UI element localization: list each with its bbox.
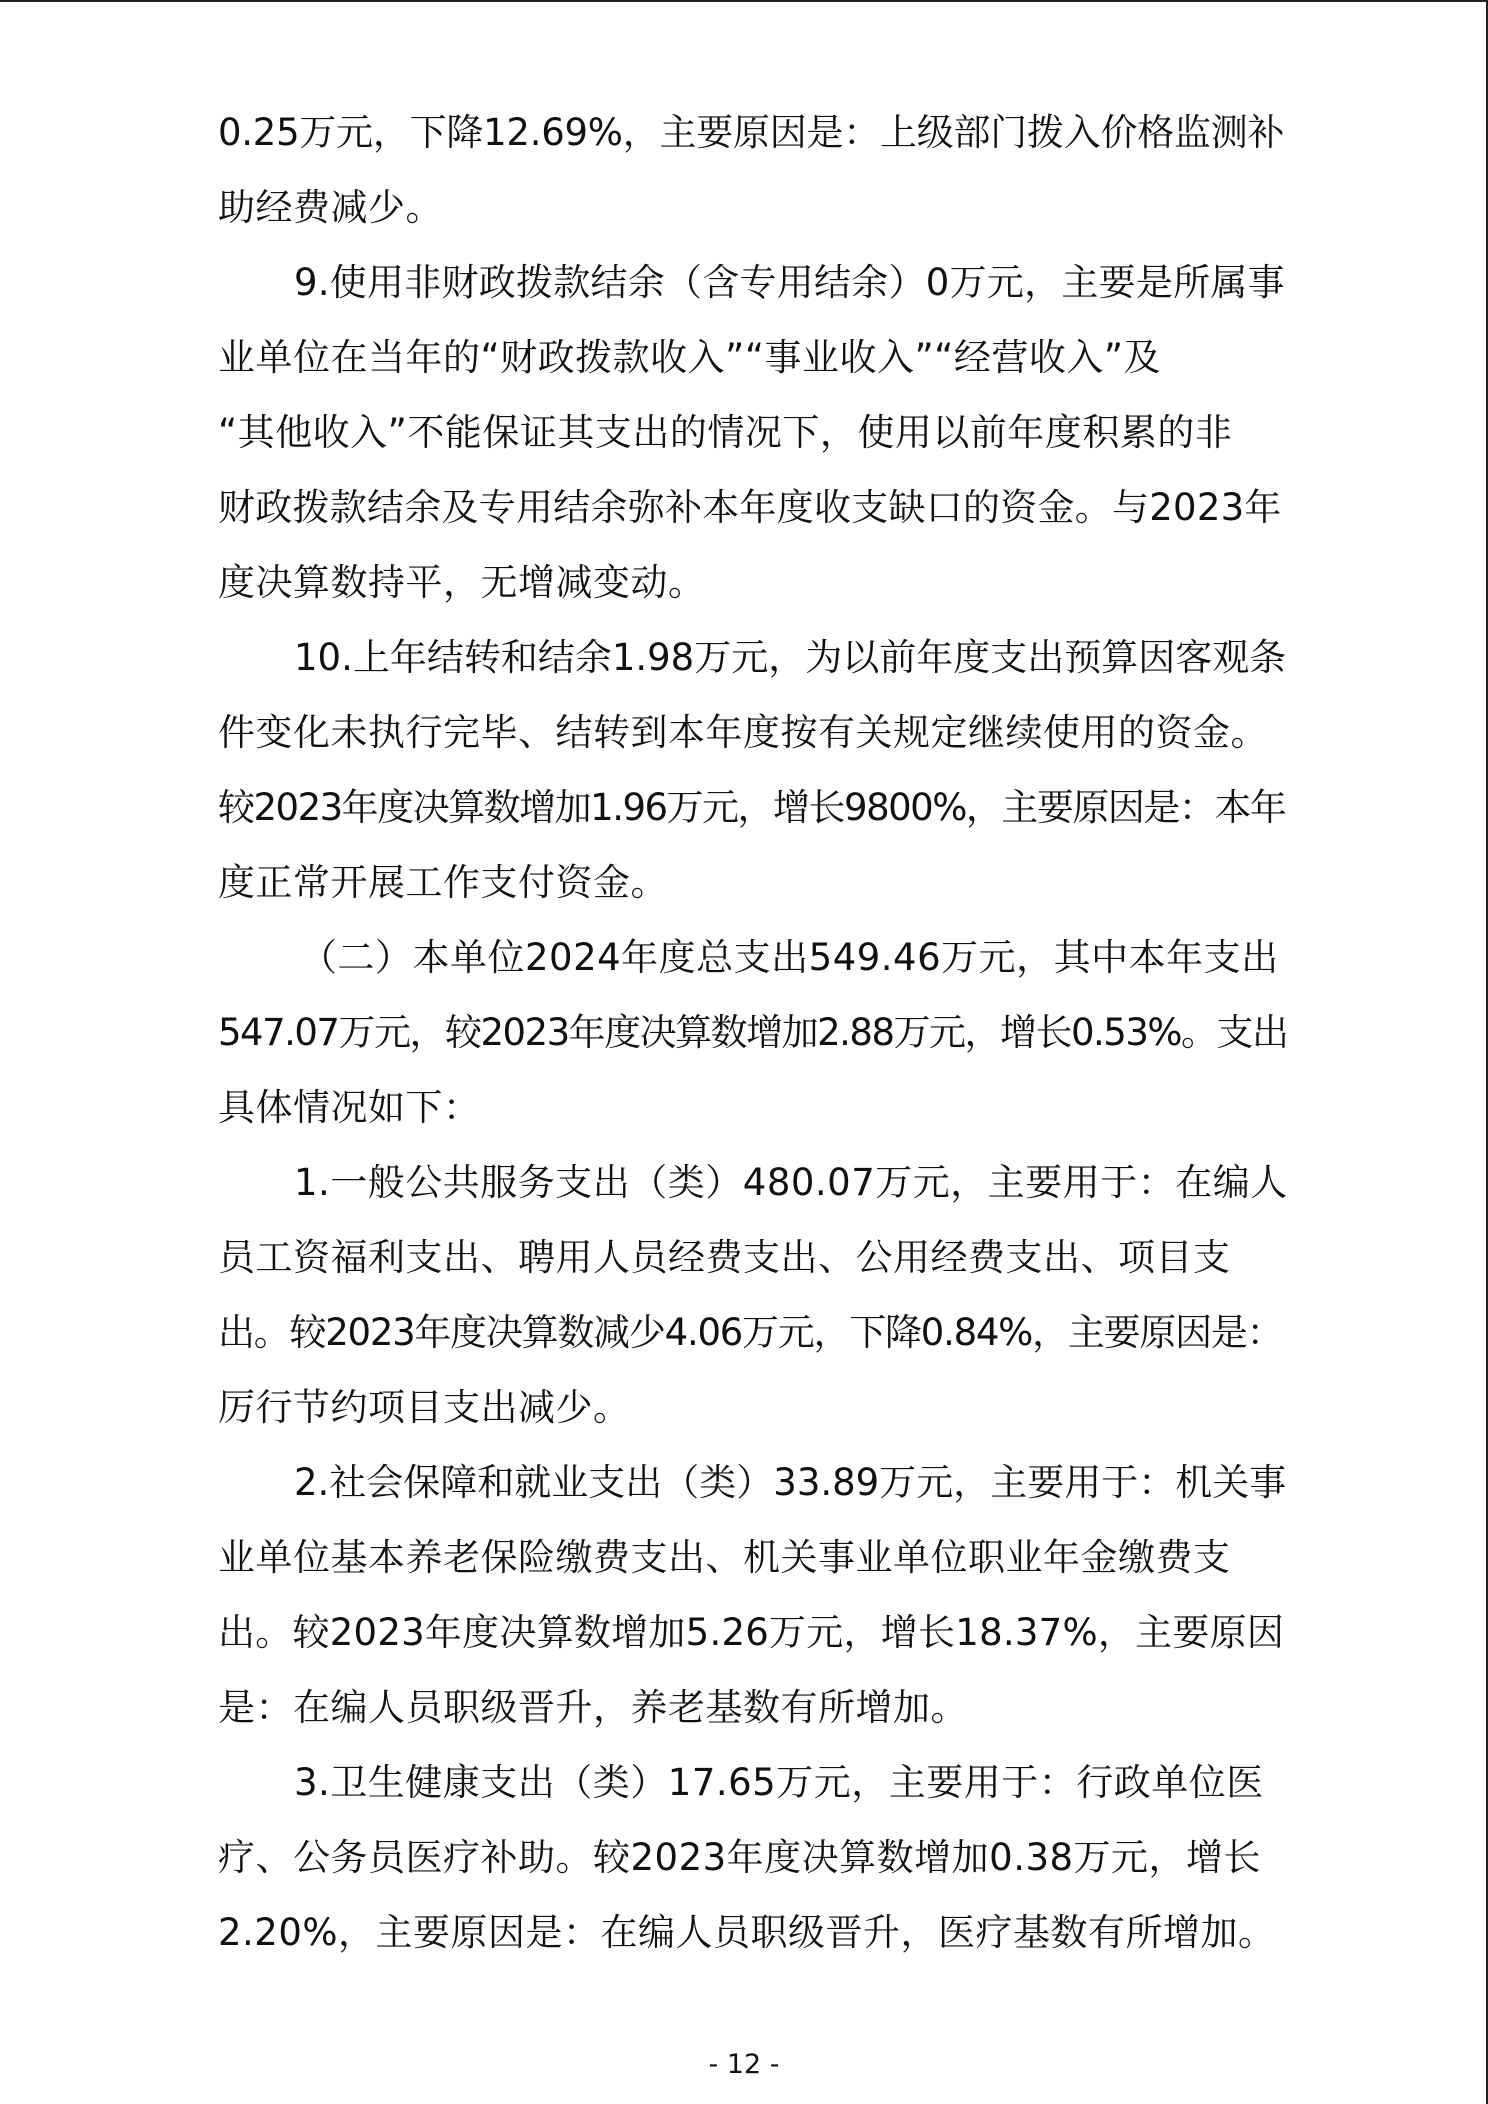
text-line: 度决算数持平，无增减变动。 bbox=[218, 561, 706, 604]
text-line: 度正常开展工作支付资金。 bbox=[218, 861, 668, 904]
text-line: 业单位在当年的“财政拨款收入”“事业收入”“经营收入”及 bbox=[218, 336, 1162, 379]
document-body bbox=[218, 95, 1288, 1970]
text-line: 9.使用非财政拨款结余（含专用结余）0万元，主要是所属事 bbox=[294, 261, 1285, 304]
text-line: 厉行节约项目支出减少。 bbox=[218, 1386, 631, 1429]
text-line: 2.20%，主要原因是：在编人员职级晋升，医疗基数有所增加。 bbox=[218, 1911, 1276, 1954]
text-line: 员工资福利支出、聘用人员经费支出、公用经费支出、项目支 bbox=[218, 1236, 1231, 1279]
paragraph-expense-1 bbox=[218, 1145, 1288, 1445]
text-line: 10.上年结转和结余1.98万元，为以前年度支出预算因客观条 bbox=[294, 636, 1287, 679]
paragraph-item-9 bbox=[218, 245, 1288, 620]
text-line: 件变化未执行完毕、结转到本年度按有关规定继续使用的资金。 bbox=[218, 711, 1268, 754]
paragraph-continued bbox=[218, 95, 1288, 245]
paragraph-item-10 bbox=[218, 620, 1288, 920]
paragraph-section-2 bbox=[218, 920, 1288, 1145]
text-line: 是：在编人员职级晋升，养老基数有所增加。 bbox=[218, 1686, 968, 1729]
paragraph-expense-3 bbox=[218, 1745, 1288, 1970]
text-line: 3.卫生健康支出（类）17.65万元，主要用于：行政单位医 bbox=[294, 1761, 1264, 1804]
text-line: （二）本单位2024年度总支出549.46万元，其中本年支出 bbox=[300, 936, 1279, 979]
text-line: 0.25万元，下降12.69%，主要原因是：上级部门拨入价格监测补 bbox=[218, 111, 1285, 154]
text-line: 1.一般公共服务支出（类）480.07万元，主要用于：在编人 bbox=[294, 1161, 1288, 1204]
text-line: 出。较2023年度决算数增加5.26万元，增长18.37%，主要原因 bbox=[218, 1611, 1285, 1654]
page-top-border bbox=[0, 0, 1488, 2]
paragraph-expense-2 bbox=[218, 1445, 1288, 1745]
text-line: 财政拨款结余及专用结余弥补本年度收支缺口的资金。与2023年 bbox=[218, 486, 1282, 529]
text-line: 助经费减少。 bbox=[218, 186, 443, 229]
text-line: 547.07万元，较2023年度决算数增加2.88万元，增长0.53%。支出 bbox=[218, 1011, 1288, 1054]
text-line: 较2023年度决算数增加1.96万元，增长9800%，主要原因是：本年 bbox=[218, 786, 1286, 829]
text-line: 2.社会保障和就业支出（类）33.89万元，主要用于：机关事 bbox=[294, 1461, 1287, 1504]
text-line: 疗、公务员医疗补助。较2023年度决算数增加0.38万元，增长 bbox=[218, 1836, 1262, 1879]
text-line: 出。较2023年度决算数减少4.06万元，下降0.84%，主要原因是： bbox=[218, 1311, 1283, 1354]
text-line: 业单位基本养老保险缴费支出、机关事业单位职业年金缴费支 bbox=[218, 1536, 1231, 1579]
text-line: 具体情况如下： bbox=[218, 1086, 481, 1129]
text-line: “其他收入”不能保证其支出的情况下，使用以前年度积累的非 bbox=[218, 411, 1233, 454]
page-number: - 12 - bbox=[708, 2049, 780, 2080]
